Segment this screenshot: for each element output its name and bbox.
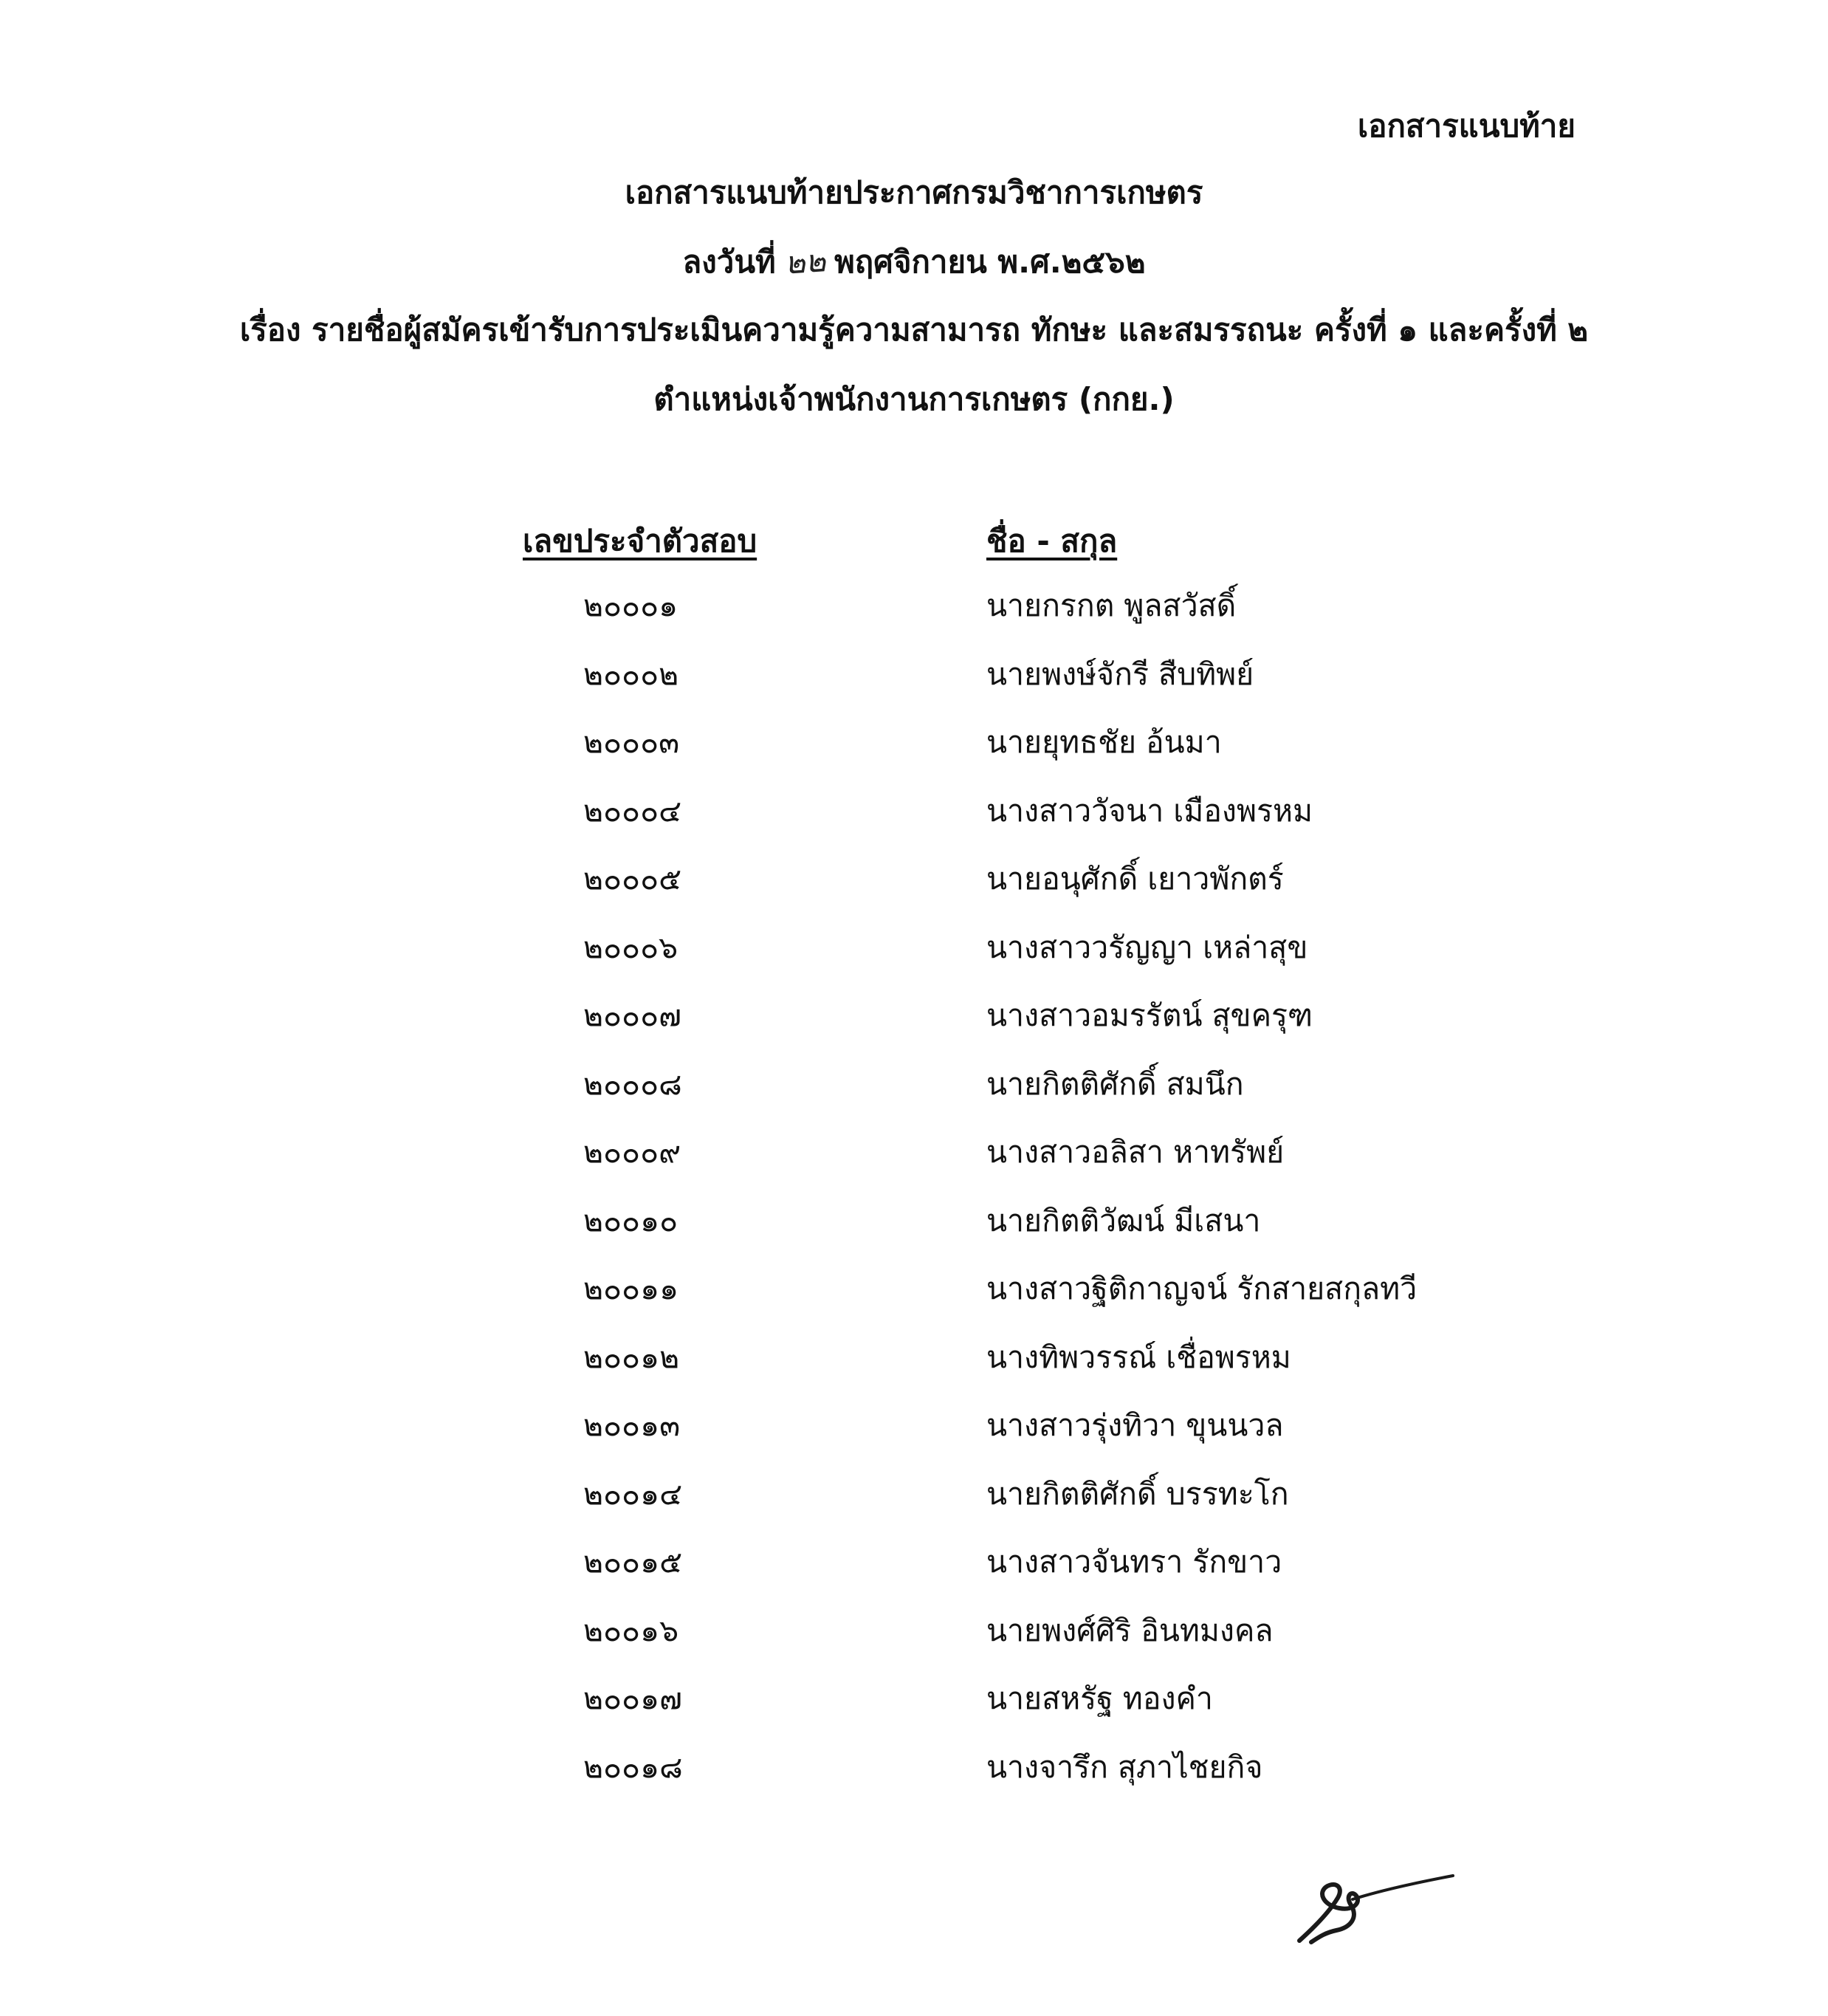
table-row — [0, 1472, 1828, 1540]
exam-id-cell: ๒๐๐๑๒ — [583, 1339, 680, 1375]
full-name-cell: นางสาวอลิสา หาทรัพย์ — [986, 1134, 1285, 1170]
exam-id-cell: ๒๐๐๑๖ — [583, 1612, 679, 1648]
exam-id-cell: ๒๐๐๐๑ — [583, 588, 678, 623]
table-row — [0, 652, 1828, 721]
full-name-cell: นายสหรัฐ ทองคำ — [986, 1681, 1213, 1716]
exam-id-cell: ๒๐๐๑๐ — [583, 1202, 678, 1238]
exam-id-cell: ๒๐๐๑๗ — [583, 1681, 682, 1716]
date-prefix: ลงวันที่ — [682, 244, 776, 280]
exam-id-cell: ๒๐๐๐๙ — [583, 1134, 681, 1170]
full-name-cell: นางสาววัจนา เมืองพรหม — [986, 792, 1313, 829]
full-name-cell: นางสาวจันทรา รักขาว — [986, 1544, 1282, 1580]
table-row — [0, 1062, 1828, 1131]
full-name-cell: นางสาวอมรรัตน์ สุขครุฑ — [986, 998, 1313, 1033]
full-name-cell: นายยุทธชัย อ้นมา — [986, 724, 1222, 760]
candidate-list — [0, 583, 1828, 1813]
exam-id-cell: ๒๐๐๑๕ — [583, 1544, 683, 1580]
column-header-exam-id: เลขประจำตัวสอบ — [523, 523, 757, 559]
document-title: เอกสารแนบท้ายประกาศกรมวิชาการเกษตร — [625, 174, 1203, 210]
full-name-cell: นายพงศ์ศิริ อินทมงคล — [986, 1612, 1274, 1648]
table-row — [0, 1199, 1828, 1267]
full-name-cell: นางจารึก สุภาไชยกิจ — [986, 1749, 1263, 1785]
full-name-cell: นายกิตติศักดิ์ สมนึก — [986, 1066, 1244, 1102]
full-name-cell: นางทิพวรรณ์ เชื่อพรหม — [986, 1339, 1291, 1375]
table-row — [0, 1266, 1828, 1335]
full-name-cell: นายกิตติวัฒน์ มีเสนา — [986, 1202, 1261, 1238]
exam-id-cell: ๒๐๐๐๒ — [583, 656, 679, 692]
table-row — [0, 1676, 1828, 1745]
document-subject: เรื่อง รายชื่อผู้สมัครเข้ารับการประเมินความรู้ความสามารถ ทักษะ และสมรรถนะ ครั้งที่ ๑ และครั้งที่ ๒ — [239, 312, 1589, 348]
exam-id-cell: ๒๐๐๑๘ — [583, 1749, 683, 1785]
exam-id-cell: ๒๐๐๑๓ — [583, 1408, 681, 1443]
table-row — [0, 720, 1828, 789]
document-date — [0, 238, 1828, 287]
table-row — [0, 857, 1828, 925]
full-name-cell: นางสาววรัญญา เหล่าสุข — [986, 929, 1308, 965]
exam-id-cell: ๒๐๐๑๔ — [583, 1475, 683, 1512]
full-name-cell: นายกรกต พูลสวัสดิ์ — [986, 588, 1237, 623]
exam-id-cell: ๒๐๐๐๗ — [583, 998, 681, 1033]
exam-id-cell: ๒๐๐๐๖ — [583, 929, 678, 965]
table-row — [0, 925, 1828, 994]
full-name-cell: นางสาวรุ่งทิวา ขุนนวล — [986, 1408, 1284, 1443]
document-position: ตำแหน่งเจ้าพนักงานการเกษตร (กกย.) — [653, 381, 1175, 417]
date-day-handwritten: ๒๒ — [783, 242, 827, 281]
attachment-label: เอกสารแนบท้าย — [1357, 108, 1576, 144]
table-row — [0, 993, 1828, 1062]
table-row — [0, 1335, 1828, 1404]
table-row — [0, 1540, 1828, 1608]
column-header-full-name: ชื่อ - สกุล — [986, 523, 1118, 559]
exam-id-cell: ๒๐๐๐๔ — [583, 792, 682, 829]
exam-id-cell: ๒๐๐๐๕ — [583, 861, 682, 896]
exam-id-cell: ๒๐๐๐๓ — [583, 724, 680, 760]
signature-icon — [1285, 1854, 1462, 1950]
table-row — [0, 583, 1828, 652]
exam-id-cell: ๒๐๐๐๘ — [583, 1066, 682, 1102]
table-row — [0, 1130, 1828, 1199]
table-row — [0, 1745, 1828, 1814]
table-row — [0, 1403, 1828, 1472]
full-name-cell: นายกิตติศักดิ์ บรรทะโก — [986, 1475, 1289, 1512]
full-name-cell: นายพงษ์จักรี สืบทิพย์ — [986, 656, 1254, 692]
table-row — [0, 1608, 1828, 1677]
full-name-cell: นายอนุศักดิ์ เยาวพักตร์ — [986, 861, 1284, 896]
exam-id-cell: ๒๐๐๑๑ — [583, 1271, 679, 1306]
table-row — [0, 789, 1828, 857]
date-rest: พฤศจิกายน พ.ศ.๒๕๖๒ — [834, 244, 1146, 280]
full-name-cell: นางสาวฐิติกาญจน์ รักสายสกุลทวี — [986, 1271, 1418, 1306]
